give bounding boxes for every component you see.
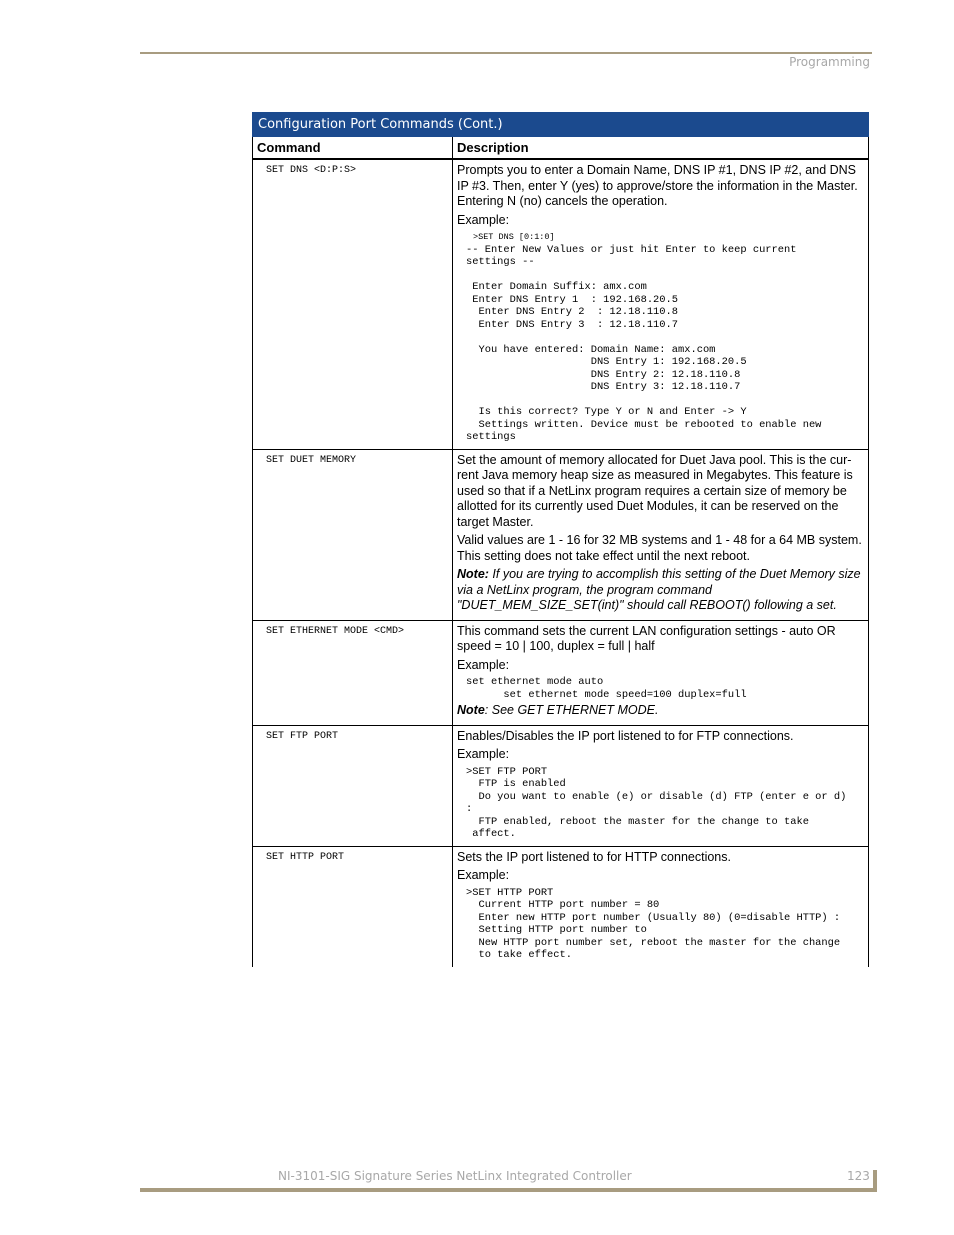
command-cell: SET DNS <D:P:S> xyxy=(253,159,453,449)
command-cell: SET ETHERNET MODE <CMD> xyxy=(253,620,453,725)
code-example: set ethernet mode auto set ethernet mode speed=100 duplex=full xyxy=(466,676,747,701)
description-text: Sets the IP port listened to for HTTP connections. xyxy=(457,849,731,864)
description-cell xyxy=(453,725,869,846)
description-text: Set the amount of memory allocated for Duet Java pool. This is the cur-rent Java memory heap size as measured in Megabytes. This feature is used so that if a NetLinx program requires a certain size of memory be allotted for its currently used Duet Modules, it can be reserved on the target Master. xyxy=(457,452,853,529)
example-label: Example: xyxy=(457,868,510,882)
header-rule xyxy=(140,52,872,54)
table-row-set-dns xyxy=(253,159,869,449)
example-label: Example: xyxy=(457,657,510,672)
column-header-command: Command xyxy=(253,137,453,160)
note-body: If you are trying to accomplish this setting of the Duet Memory size via a NetLinx program, the program command "DUET_MEM_SIZE_SET(int)" should call REBOOT() following a set. xyxy=(457,567,861,612)
code-example-command: >SET DNS [0:1:0] xyxy=(473,232,555,242)
description-cell xyxy=(453,846,869,967)
page-number: 123 xyxy=(847,1169,870,1183)
section-label: Programming xyxy=(789,55,870,69)
footer-title: NI-3101-SIG Signature Series NetLinx Integrated Controller xyxy=(278,1169,632,1183)
column-header-description: Description xyxy=(453,137,869,160)
table-row-set-http-port xyxy=(253,846,869,967)
note-label: Note: xyxy=(457,567,489,581)
description-cell xyxy=(453,159,869,449)
table-row-set-ethernet-mode xyxy=(253,620,869,725)
note-label: Note xyxy=(457,703,485,717)
description-text: Valid values are 1 - 16 for 32 MB systems and 1 - 48 for a 64 MB system. This setting does not take effect until the next reboot. xyxy=(457,533,862,563)
command-cell: SET DUET MEMORY xyxy=(253,449,453,620)
note-body: : See GET ETHERNET MODE. xyxy=(484,703,659,717)
code-example: -- Enter New Values or just hit Enter to keep current settings -- Enter Domain Suffix: amx.com Enter DNS Entry 1 : 192.168.20.5 Enter DNS Entry 2 : 12.18.110.8 Enter DNS Entry 3 : 12.18.110.7 You have entered: Domain Name: amx.com DNS Entry 1: 192.168.20.5 DNS Entry 2: 12.18.110.8 DNS Entry 3: 12.18.110.7 Is this correct? Type Y or N and Enter -> Y Settings written. Device must be rebooted to enable new settings xyxy=(466,243,822,443)
configuration-port-commands-table xyxy=(252,112,869,967)
table-title: Configuration Port Commands (Cont.) xyxy=(253,113,869,137)
description-text: Prompts you to enter a Domain Name, DNS IP #1, DNS IP #2, and DNS IP #3. Then, enter Y (yes) to approve/store the information in the Master. Entering N (no) cancels the operation. xyxy=(457,163,858,208)
table-row-set-duet-memory xyxy=(253,449,869,620)
description-cell xyxy=(453,449,869,620)
example-label: Example: xyxy=(457,212,510,227)
description-text: Enables/Disables the IP port listened to for FTP connections. xyxy=(457,728,794,743)
command-cell: SET HTTP PORT xyxy=(253,846,453,967)
footer-rule xyxy=(140,1188,877,1192)
command-cell: SET FTP PORT xyxy=(253,725,453,846)
note-text xyxy=(457,703,864,719)
example-label: Example: xyxy=(457,747,510,761)
table-row-set-ftp-port xyxy=(253,725,869,846)
code-example: >SET FTP PORT FTP is enabled Do you want to enable (e) or disable (d) FTP (enter e or d) : FTP enabled, reboot the master for the change to take affect. xyxy=(466,765,847,840)
code-example: >SET HTTP PORT Current HTTP port number = 80 Enter new HTTP port number (Usually 80) (0=disable HTTP) : Setting HTTP port number to New HTTP port number set, reboot the master for the change to take effect. xyxy=(466,886,841,961)
note-text xyxy=(457,567,864,614)
description-text: This command sets the current LAN configuration settings - auto OR speed = 10 | 100, duplex = full | half xyxy=(457,623,836,653)
description-cell xyxy=(453,620,869,725)
